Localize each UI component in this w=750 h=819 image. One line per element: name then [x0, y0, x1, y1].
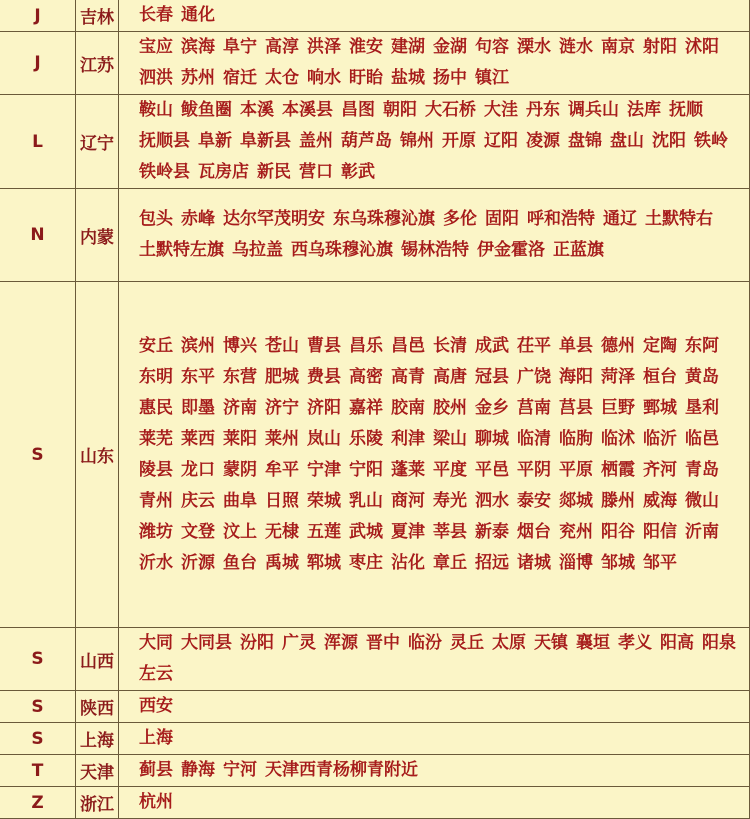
city-link[interactable]: 滕州 — [601, 490, 635, 511]
city-link[interactable]: 高唐 — [433, 366, 467, 387]
city-link[interactable]: 济宁 — [265, 397, 299, 418]
city-link[interactable]: 响水 — [307, 68, 341, 88]
city-link[interactable]: 郓城 — [307, 552, 341, 573]
city-link[interactable]: 天镇 — [534, 633, 568, 653]
city-link[interactable]: 沂南 — [685, 521, 719, 542]
region-row — [0, 32, 750, 95]
city-link[interactable]: 阳谷 — [601, 521, 635, 542]
city-link[interactable]: 文登 — [181, 521, 215, 542]
city-link[interactable]: 海阳 — [559, 366, 593, 387]
city-link[interactable]: 盐城 — [391, 68, 425, 88]
province-name: 吉林 — [76, 0, 119, 32]
city-link[interactable]: 抚顺 — [669, 100, 703, 120]
city-link[interactable]: 抚顺县 — [139, 131, 190, 151]
city-link[interactable]: 金湖 — [433, 37, 467, 57]
city-link[interactable]: 土默特右 — [645, 209, 713, 229]
city-link[interactable]: 彰武 — [341, 162, 375, 182]
city-link[interactable]: 泰安 — [517, 490, 551, 511]
province-name: 山西 — [76, 628, 119, 691]
city-link[interactable]: 寿光 — [433, 490, 467, 511]
city-link[interactable]: 青岛 — [685, 459, 719, 480]
city-link[interactable]: 鞍山 — [139, 100, 173, 120]
city-link[interactable]: 孝义 — [618, 633, 652, 653]
city-link[interactable]: 莒县 — [559, 397, 593, 418]
city-link[interactable]: 苍山 — [265, 335, 299, 356]
city-link[interactable]: 莱西 — [181, 428, 215, 449]
initial-letter: L — [0, 95, 76, 189]
city-link[interactable]: 临朐 — [559, 428, 593, 449]
city-link[interactable]: 无棣 — [265, 521, 299, 542]
province-name: 陕西 — [76, 691, 119, 723]
province-name: 上海 — [76, 723, 119, 755]
city-link[interactable]: 伊金霍洛 — [477, 240, 545, 260]
city-link[interactable]: 西安 — [139, 696, 173, 716]
province-name: 天津 — [76, 755, 119, 787]
city-link[interactable]: 惠民 — [139, 397, 173, 418]
city-link[interactable]: 巨野 — [601, 397, 635, 418]
city-link[interactable]: 德州 — [601, 335, 635, 356]
city-link[interactable]: 盱眙 — [349, 68, 383, 88]
city-link[interactable]: 营口 — [299, 162, 333, 182]
city-list — [119, 95, 750, 189]
city-link[interactable]: 左云 — [139, 664, 173, 684]
city-list — [119, 0, 750, 32]
city-link[interactable]: 新泰 — [475, 521, 509, 542]
city-link[interactable]: 调兵山 — [568, 100, 619, 120]
province-name: 辽宁 — [76, 95, 119, 189]
city-link[interactable]: 蒙阴 — [223, 459, 257, 480]
city-link[interactable]: 广饶 — [517, 366, 551, 387]
city-list — [119, 787, 750, 819]
city-link[interactable]: 聊城 — [475, 428, 509, 449]
city-link[interactable]: 句容 — [475, 37, 509, 57]
city-link[interactable]: 齐河 — [643, 459, 677, 480]
city-link[interactable]: 平度 — [433, 459, 467, 480]
initial-letter: J — [0, 32, 76, 95]
initial-letter: S — [0, 723, 76, 755]
city-link[interactable]: 济阳 — [307, 397, 341, 418]
region-row — [0, 787, 750, 819]
city-link[interactable]: 定陶 — [643, 335, 677, 356]
city-link[interactable]: 蓟县 — [139, 760, 173, 780]
city-link[interactable]: 太原 — [492, 633, 526, 653]
city-link[interactable]: 临邑 — [685, 428, 719, 449]
city-link[interactable]: 金乡 — [475, 397, 509, 418]
city-link[interactable]: 长春 — [139, 5, 173, 25]
city-link[interactable]: 赤峰 — [181, 209, 215, 229]
city-link[interactable]: 安丘 — [139, 335, 173, 356]
city-link[interactable]: 宝应 — [139, 37, 173, 57]
city-link[interactable]: 茌平 — [517, 335, 551, 356]
initial-letter: T — [0, 755, 76, 787]
city-link[interactable]: 汶上 — [223, 521, 257, 542]
city-link[interactable]: 牟平 — [265, 459, 299, 480]
city-link[interactable]: 商河 — [391, 490, 425, 511]
city-link[interactable]: 日照 — [265, 490, 299, 511]
region-row — [0, 755, 750, 787]
city-link[interactable]: 开原 — [442, 131, 476, 151]
city-link[interactable]: 莱州 — [265, 428, 299, 449]
city-list — [119, 723, 750, 755]
city-link[interactable]: 昌图 — [341, 100, 375, 120]
city-link[interactable]: 葫芦岛 — [341, 131, 392, 151]
city-link[interactable]: 临汾 — [408, 633, 442, 653]
city-link[interactable]: 杭州 — [139, 792, 173, 812]
city-link[interactable]: 陵县 — [139, 459, 173, 480]
city-list — [119, 755, 750, 787]
city-link[interactable]: 胶南 — [391, 397, 425, 418]
city-link[interactable]: 鄄城 — [643, 397, 677, 418]
city-link[interactable]: 锦州 — [400, 131, 434, 151]
city-link[interactable]: 大洼 — [484, 100, 518, 120]
city-link[interactable]: 乳山 — [349, 490, 383, 511]
city-list — [119, 32, 750, 95]
city-link[interactable]: 辽阳 — [484, 131, 518, 151]
city-link[interactable]: 兖州 — [559, 521, 593, 542]
city-link[interactable]: 东平 — [181, 366, 215, 387]
city-link[interactable]: 建湖 — [391, 37, 425, 57]
city-link[interactable]: 郯城 — [559, 490, 593, 511]
city-list — [119, 628, 750, 691]
city-link[interactable]: 成武 — [475, 335, 509, 356]
city-link[interactable]: 昌邑 — [391, 335, 425, 356]
city-link[interactable]: 临沂 — [643, 428, 677, 449]
initial-letter: Z — [0, 787, 76, 819]
city-link[interactable]: 平阴 — [517, 459, 551, 480]
city-link[interactable]: 青州 — [139, 490, 173, 511]
city-link[interactable]: 淄博 — [559, 552, 593, 573]
city-link[interactable]: 溧水 — [517, 37, 551, 57]
city-list — [119, 282, 750, 628]
initial-letter: N — [0, 189, 76, 282]
city-link[interactable]: 瓦房店 — [198, 162, 249, 182]
province-name: 江苏 — [76, 32, 119, 95]
city-link[interactable]: 宁河 — [223, 760, 257, 780]
city-link[interactable]: 平原 — [559, 459, 593, 480]
city-link[interactable]: 大石桥 — [425, 100, 476, 120]
city-link[interactable]: 阜新 — [198, 131, 232, 151]
city-link[interactable]: 微山 — [685, 490, 719, 511]
city-link[interactable]: 栖霞 — [601, 459, 635, 480]
city-link[interactable]: 即墨 — [181, 397, 215, 418]
city-link[interactable]: 宿迁 — [223, 68, 257, 88]
city-link[interactable]: 镇江 — [475, 68, 509, 88]
city-link[interactable]: 鱼台 — [223, 552, 257, 573]
city-link[interactable]: 正蓝旗 — [553, 240, 604, 260]
region-row — [0, 723, 750, 755]
city-link[interactable]: 梁山 — [433, 428, 467, 449]
city-link[interactable]: 威海 — [643, 490, 677, 511]
city-link[interactable]: 黄岛 — [685, 366, 719, 387]
city-link[interactable]: 朝阳 — [383, 100, 417, 120]
city-link[interactable]: 涟水 — [559, 37, 593, 57]
city-link[interactable]: 胶州 — [433, 397, 467, 418]
city-link[interactable]: 莱芜 — [139, 428, 173, 449]
city-link[interactable]: 曹县 — [307, 335, 341, 356]
initial-letter: J — [0, 0, 76, 32]
city-link[interactable]: 单县 — [559, 335, 593, 356]
city-link[interactable]: 临沭 — [601, 428, 635, 449]
region-row — [0, 189, 750, 282]
city-link[interactable]: 南京 — [601, 37, 635, 57]
city-link[interactable]: 滨州 — [181, 335, 215, 356]
city-link[interactable]: 莱阳 — [223, 428, 257, 449]
city-link[interactable]: 菏泽 — [601, 366, 635, 387]
city-link[interactable]: 高密 — [349, 366, 383, 387]
city-link[interactable]: 苏州 — [181, 68, 215, 88]
city-link[interactable]: 平邑 — [475, 459, 509, 480]
city-link[interactable]: 灵丘 — [450, 633, 484, 653]
city-link[interactable]: 西乌珠穆沁旗 — [291, 240, 393, 260]
region-row — [0, 0, 750, 32]
city-link[interactable]: 阜新县 — [240, 131, 291, 151]
city-link[interactable]: 博兴 — [223, 335, 257, 356]
city-link[interactable]: 锡林浩特 — [401, 240, 469, 260]
city-link[interactable]: 静海 — [181, 760, 215, 780]
city-link[interactable]: 东营 — [223, 366, 257, 387]
city-link[interactable]: 汾阳 — [240, 633, 274, 653]
city-link[interactable]: 曲阜 — [223, 490, 257, 511]
city-link[interactable]: 本溪县 — [282, 100, 333, 120]
city-link[interactable]: 天津西青杨柳青附近 — [265, 760, 418, 780]
region-row — [0, 691, 750, 723]
city-link[interactable]: 垦利 — [685, 397, 719, 418]
city-link[interactable]: 盘锦 — [568, 131, 602, 151]
city-link[interactable]: 铁岭县 — [139, 162, 190, 182]
city-link[interactable]: 宁津 — [307, 459, 341, 480]
city-link[interactable]: 扬中 — [433, 68, 467, 88]
city-link[interactable]: 桓台 — [643, 366, 677, 387]
city-link[interactable]: 呼和浩特 — [527, 209, 595, 229]
city-link[interactable]: 章丘 — [433, 552, 467, 573]
initial-letter: S — [0, 628, 76, 691]
city-link[interactable]: 嘉祥 — [349, 397, 383, 418]
city-link[interactable]: 多伦 — [443, 209, 477, 229]
city-link[interactable]: 肥城 — [265, 366, 299, 387]
region-row — [0, 282, 750, 628]
city-link[interactable]: 宁阳 — [349, 459, 383, 480]
city-link[interactable]: 晋中 — [366, 633, 400, 653]
city-list — [119, 691, 750, 723]
city-link[interactable]: 滨海 — [181, 37, 215, 57]
city-link[interactable]: 龙口 — [181, 459, 215, 480]
city-link[interactable]: 上海 — [139, 728, 173, 748]
city-link[interactable]: 庆云 — [181, 490, 215, 511]
city-link[interactable]: 洪泽 — [307, 37, 341, 57]
city-link[interactable]: 广灵 — [282, 633, 316, 653]
city-link[interactable]: 武城 — [349, 521, 383, 542]
city-link[interactable]: 通化 — [181, 5, 215, 25]
city-link[interactable]: 莘县 — [433, 521, 467, 542]
initial-letter: S — [0, 691, 76, 723]
region-row — [0, 95, 750, 189]
city-link[interactable]: 长清 — [433, 335, 467, 356]
city-link[interactable]: 包头 — [139, 209, 173, 229]
city-link[interactable]: 襄垣 — [576, 633, 610, 653]
city-link[interactable]: 凌源 — [526, 131, 560, 151]
city-link[interactable]: 东阿 — [685, 335, 719, 356]
city-link[interactable]: 东乌珠穆沁旗 — [333, 209, 435, 229]
city-link[interactable]: 射阳 — [643, 37, 677, 57]
city-link[interactable]: 烟台 — [517, 521, 551, 542]
city-link[interactable]: 铁岭 — [694, 131, 728, 151]
city-link[interactable]: 东明 — [139, 366, 173, 387]
city-link[interactable]: 盖州 — [299, 131, 333, 151]
city-link[interactable]: 法库 — [627, 100, 661, 120]
city-link[interactable]: 盘山 — [610, 131, 644, 151]
city-link[interactable]: 高青 — [391, 366, 425, 387]
city-link[interactable]: 利津 — [391, 428, 425, 449]
city-link[interactable]: 沾化 — [391, 552, 425, 573]
city-link[interactable]: 沈阳 — [652, 131, 686, 151]
city-link[interactable]: 阜宁 — [223, 37, 257, 57]
city-link[interactable]: 乌拉盖 — [232, 240, 283, 260]
city-link[interactable]: 诸城 — [517, 552, 551, 573]
city-link[interactable]: 昌乐 — [349, 335, 383, 356]
city-link[interactable]: 大同县 — [181, 633, 232, 653]
initial-letter: S — [0, 282, 76, 628]
city-link[interactable]: 通辽 — [603, 209, 637, 229]
province-name: 浙江 — [76, 787, 119, 819]
city-link[interactable]: 大同 — [139, 633, 173, 653]
city-list — [119, 189, 750, 282]
city-link[interactable]: 丹东 — [526, 100, 560, 120]
city-link[interactable]: 招远 — [475, 552, 509, 573]
city-link[interactable]: 太仓 — [265, 68, 299, 88]
city-link[interactable]: 济南 — [223, 397, 257, 418]
city-link[interactable]: 高淳 — [265, 37, 299, 57]
city-link[interactable]: 阳高 — [660, 633, 694, 653]
city-link[interactable]: 邹城 — [601, 552, 635, 573]
city-link[interactable]: 潍坊 — [139, 521, 173, 542]
city-link[interactable]: 浑源 — [324, 633, 358, 653]
city-link[interactable]: 淮安 — [349, 37, 383, 57]
city-link[interactable]: 冠县 — [475, 366, 509, 387]
city-link[interactable]: 达尔罕茂明安 — [223, 209, 325, 229]
city-link[interactable]: 泗水 — [475, 490, 509, 511]
city-link[interactable]: 本溪 — [240, 100, 274, 120]
region-row — [0, 628, 750, 691]
city-link[interactable]: 莒南 — [517, 397, 551, 418]
city-link[interactable]: 土默特左旗 — [139, 240, 224, 260]
city-link[interactable]: 岚山 — [307, 428, 341, 449]
city-link[interactable]: 费县 — [307, 366, 341, 387]
province-name: 内蒙 — [76, 189, 119, 282]
city-link[interactable]: 阳信 — [643, 521, 677, 542]
city-link[interactable]: 禹城 — [265, 552, 299, 573]
city-link[interactable]: 固阳 — [485, 209, 519, 229]
city-link[interactable]: 阳泉 — [702, 633, 736, 653]
city-link[interactable]: 夏津 — [391, 521, 425, 542]
city-link[interactable]: 枣庄 — [349, 552, 383, 573]
city-link[interactable]: 泗洪 — [139, 68, 173, 88]
city-link[interactable]: 五莲 — [307, 521, 341, 542]
city-link[interactable]: 邹平 — [643, 552, 677, 573]
city-link[interactable]: 蓬莱 — [391, 459, 425, 480]
city-link[interactable]: 鲅鱼圈 — [181, 100, 232, 120]
city-link[interactable]: 沭阳 — [685, 37, 719, 57]
city-link[interactable]: 临清 — [517, 428, 551, 449]
province-name: 山东 — [76, 282, 119, 628]
city-link[interactable]: 新民 — [257, 162, 291, 182]
city-link[interactable]: 荣城 — [307, 490, 341, 511]
city-link[interactable]: 乐陵 — [349, 428, 383, 449]
city-link[interactable]: 沂水 — [139, 552, 173, 573]
city-link[interactable]: 沂源 — [181, 552, 215, 573]
